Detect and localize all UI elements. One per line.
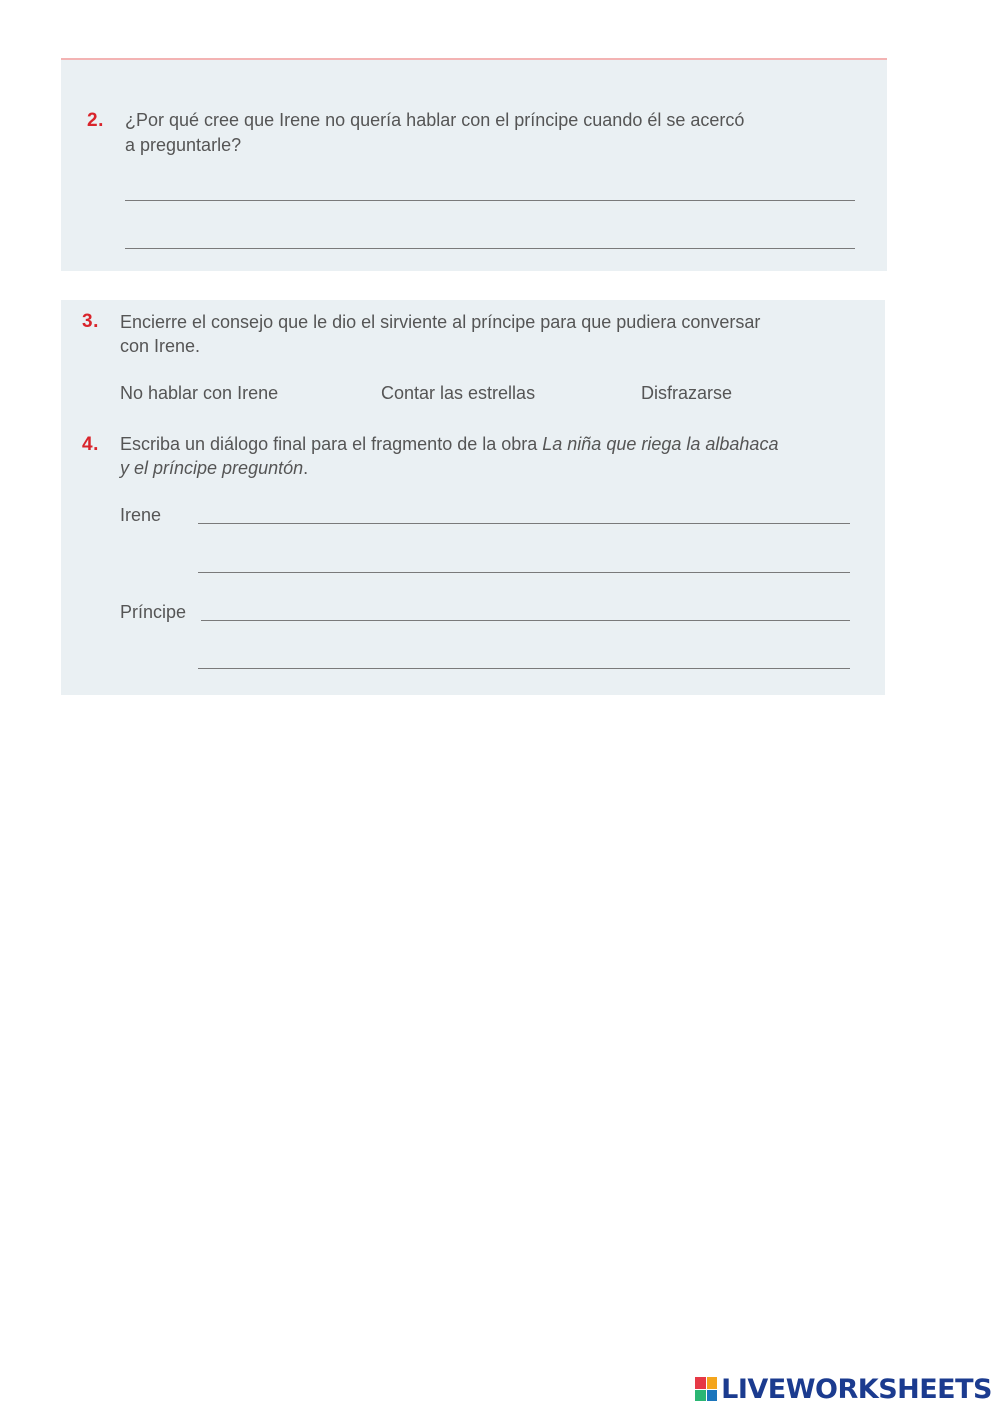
question-4-title-italic-1: La niña que riega la albahaca [542,434,779,454]
question-2-text-line-2: a preguntarle? [125,135,242,155]
question-2-text-line-1: ¿Por qué cree que Irene no quería hablar con el príncipe cuando él se acercó [125,110,745,130]
label-principe: Príncipe [120,602,187,622]
label-irene: Irene [120,505,162,525]
answer-line-2b[interactable] [125,248,855,249]
option-contar-estrellas[interactable]: Contar las estrellas [381,383,536,403]
liveworksheets-logo [695,1371,992,1407]
question-4-text-line-2 [120,457,308,480]
question-4-text-end: . [303,458,309,478]
question-4-number: 4. [82,434,99,455]
option-disfrazarse[interactable]: Disfrazarse [641,383,733,403]
answer-line-irene-1[interactable] [198,523,850,524]
question-3-text-line-1: Encierre el consejo que le dio el sirviente al príncipe para que pudiera conversar [120,312,761,332]
answer-line-irene-2[interactable] [198,572,850,573]
question-4-title-italic-2: y el príncipe preguntón [120,458,304,478]
option-no-hablar[interactable]: No hablar con Irene [120,383,279,403]
question-4-text-plain: Escriba un diálogo final para el fragmento de la obra [120,434,543,454]
answer-line-2a[interactable] [125,200,855,201]
question-3-4-panel [61,300,885,695]
question-3-text-line-2: con Irene. [120,336,201,356]
logo-text: LIVEWORKSHEETS [721,1373,992,1405]
answer-line-principe-2[interactable] [198,668,850,669]
answer-line-principe-1[interactable] [201,620,850,621]
question-4-text-line-1 [120,433,778,456]
logo-mark-icon [695,1377,717,1401]
question-2-panel [61,58,887,271]
question-2-number: 2. [87,110,104,131]
question-3-number: 3. [82,311,99,332]
